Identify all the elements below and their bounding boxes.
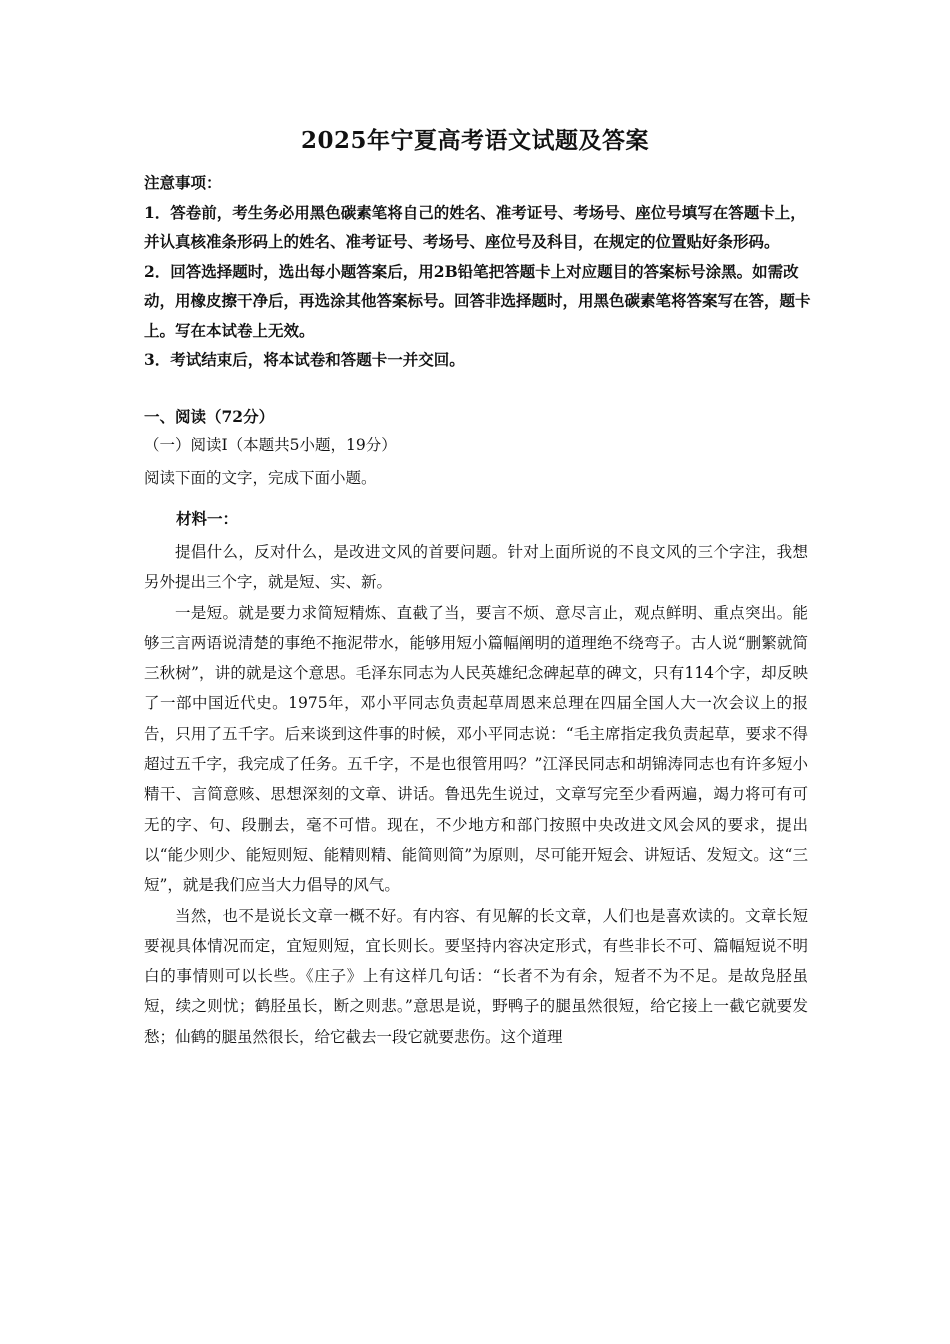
section-subheading: （一）阅读Ⅰ（本题共5小题，19分） [144, 436, 397, 454]
notice-item: 1．答卷前，考生务必用黑色碳素笔将自己的姓名、准考证号、考场号、座位号填写在答题卡上，并认真核准条形码上的姓名、准考证号、考场号、座位号及科目，在规定的位置贴好条形码。 [144, 202, 806, 251]
section-instruction: 阅读下面的文字，完成下面小题。 [144, 469, 377, 487]
notice-heading: 注意事项： [144, 173, 222, 192]
material-paragraph: 提倡什么，反对什么，是改进文风的首要问题。针对上面所说的不良文风的三个字注，我想另外提出三个字，就是短、实、新。 [144, 543, 808, 592]
notice-item: 2．回答选择题时，选出每小题答案后，用2B铅笔把答题卡上对应题目的答案标号涂黑。如需改动，用橡皮擦干净后，再选涂其他答案标号。回答非选择题时，用黑色碳素笔将答案写在答，题卡上。写在本试卷上无效。 [144, 261, 811, 340]
material-label: 材料一： [176, 509, 239, 528]
material-paragraph: 一是短。就是要力求简短精炼、直截了当，要言不烦、意尽言止，观点鲜明、重点突出。能够三言两语说清楚的事绝不拖泥带水，能够用短小篇幅阐明的道理绝不绕弯子。古人说“删繁就简三秋树”，讲的就是这个意思。毛泽东同志为人民英雄纪念碑起草的碑文，只有114个字，却反映了一部中国近代史。1975年，邓小平同志负责起草周恩来总理在四届全国人大一次会议上的报告，只用了五千字。后来谈到这件事的时候，邓小平同志说：“毛主席指定我负责起草，要求不得超过五千字，我完成了任务。五千字，不是也很管用吗？”江泽民同志和胡锦涛同志也有许多短小精干、言简意赅、思想深刻的文章、讲话。鲁迅先生说过，文章写完至少看两遍，竭力将可有可无的字、句、段删去，毫不可惜。现在，不少地方和部门按照中央改进文风会风的要求，提出以“能少则少、能短则短、能精则精、能简则简”为原则，尽可能开短会、讲短话、发短文。这“三短”，就是我们应当大力倡导的风气。 [144, 603, 808, 895]
document-title: 2025年宁夏高考语文试题及答案 [300, 127, 649, 154]
section-heading: 一、阅读（72分） [144, 407, 275, 426]
notice-item: 3．考试结束后，将本试卷和答题卡一并交回。 [144, 350, 465, 369]
material-body [144, 537, 808, 1052]
material-paragraph: 当然，也不是说长文章一概不好。有内容、有见解的长文章，人们也是喜欢读的。文章长短要视具体情况而定，宜短则短，宜长则长。要坚持内容决定形式，有些非长不可、篇幅短说不明白的事情则可以长些。《庄子》上有这样几句话：“长者不为有余，短者不为不足。是故凫胫虽短，续之则忧；鹤胫虽长，断之则悲。”意思是说，野鸭子的腿虽然很短，给它接上一截它就要发愁；仙鹤的腿虽然很长，给它截去一段它就要悲伤。这个道理 [144, 906, 808, 1046]
notice-block [144, 168, 814, 375]
